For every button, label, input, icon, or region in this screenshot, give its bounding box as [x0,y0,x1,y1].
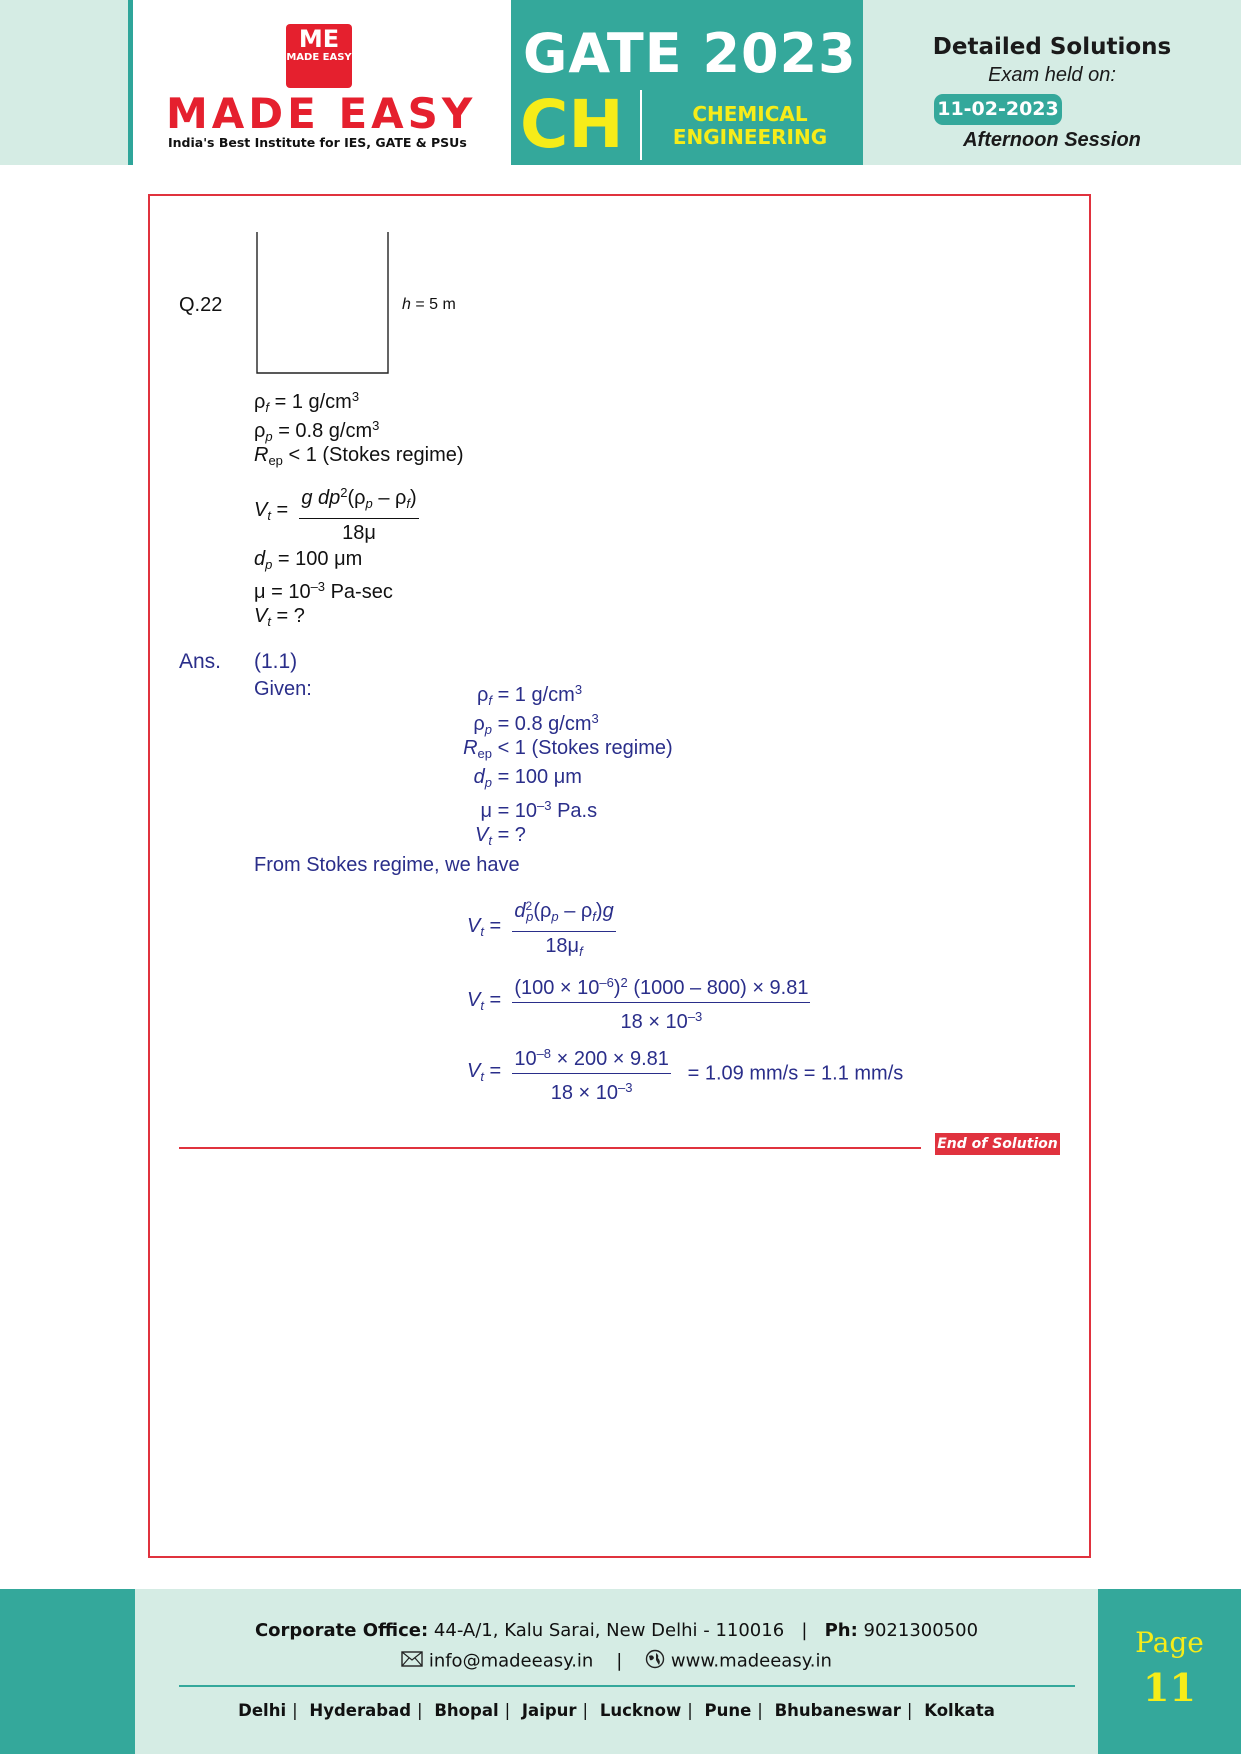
exam-date-badge: 11-02-2023 [934,94,1062,125]
email-link[interactable]: info@madeeasy.in [428,1650,594,1672]
question-rho-p: $\rho_p = 0.8$ $g/cm^3$ [254,418,380,444]
page-number: 11 [1143,1665,1196,1710]
branch-code: CH [520,86,624,163]
answer-label: Ans. [179,650,222,673]
given-label: Given: [254,678,312,700]
tank-diagram [256,232,392,374]
mail-icon [401,1651,423,1672]
city-item: Pune [704,1701,752,1720]
city-item: Delhi [238,1701,287,1720]
footer-left-band [0,1589,135,1754]
city-item: Hyderabad [309,1701,412,1720]
given-rho-f: $\rho_f = 1$ $g/cm^3$ [476,682,583,708]
answer-eq1: $V_t$ = $\frac{d^2_p(\rho_p - \rho_f)g}{18\mu_f}$ [467,895,616,963]
contact-line: info@madeeasy.in | www.madeeasy.in [135,1649,1098,1674]
answer-eq2: $V_t$ = $\frac{(100 \times 10^{-6})^2 (1000 - 800) \times 9.81}{18 \times 10^{-3}}$ [467,972,810,1033]
logo-wordmark: MADE EASY [166,89,477,138]
globe-icon [645,1649,665,1674]
given-vt: $V_t$ = ? [475,824,526,848]
footer-rule [179,1685,1075,1687]
question-dp: $d_p = 100$ μm [254,548,363,572]
website-link[interactable]: www.madeeasy.in [670,1650,832,1672]
city-item: Bhopal [434,1701,499,1720]
question-vt-unknown: $V_t$ = ? [254,605,305,629]
city-item: Jaipur [521,1701,577,1720]
given-rho-p: $\rho_p = 0.8$ $g/cm^3$ [473,711,599,737]
end-of-solution-rule [179,1147,921,1149]
stokes-intro: From Stokes regime, we have [254,854,520,876]
city-item: Bhubaneswar [774,1701,901,1720]
branch-line-1: CHEMICAL [692,102,808,126]
made-easy-logo-icon: ME MADE EASY [286,24,352,88]
gate-title: GATE 2023 [523,22,857,85]
logo-tagline: India's Best Institute for IES, GATE & PSUs [168,135,467,150]
branch-line-2: ENGINEERING [672,125,828,149]
solutions-title: Detailed Solutions [932,34,1172,60]
end-of-solution-badge: End of Solution [935,1133,1060,1155]
city-item: Kolkata [924,1701,995,1720]
city-item: Lucknow [599,1701,682,1720]
page-label: Page [1135,1626,1204,1659]
question-mu: $\mu = 10^{-3}$ Pa-sec [254,579,393,603]
question-rep: $R_{ep} < 1$ (Stokes regime) [254,444,464,468]
header-left-band [0,0,128,165]
tank-height-label: h = 5 m [402,296,456,313]
branch-name [650,103,850,149]
question-number: Q.22 [179,294,223,316]
given-dp: $d_p = 100$ μm [473,766,582,790]
question-rho-f: $\rho_f = 1$ $g/cm^3$ [254,389,360,415]
session-label: Afternoon Session [963,129,1141,151]
branch-divider [640,90,642,160]
exam-held-label: Exam held on: [988,64,1116,86]
city-list: Delhi | Hyderabad | Bhopal | Jaipur | Lucknow | Pune | Bhubaneswar | Kolkata [238,1701,995,1720]
question-vt-formula: $V_t$ = $\frac{g dp^2(\rho_p - \rho_f)}{18\mu}$ [254,482,419,544]
given-mu: $\mu = 10^{-3}$ Pa.s [480,798,598,822]
corporate-office-line: Corporate Office: 44-A/1, Kalu Sarai, New Delhi - 110016 | Ph: 9021300500 [254,1620,979,1641]
given-rep: $R_{ep} < 1$ (Stokes regime) [463,737,673,761]
answer-value: (1.1) [254,650,298,673]
answer-eq3: $V_t$ = $\frac{10^{-8} \times 200 \times 9.81}{18 \times 10^{-3}}$ = 1.09 mm/s = 1.1 mm/s [467,1043,903,1104]
